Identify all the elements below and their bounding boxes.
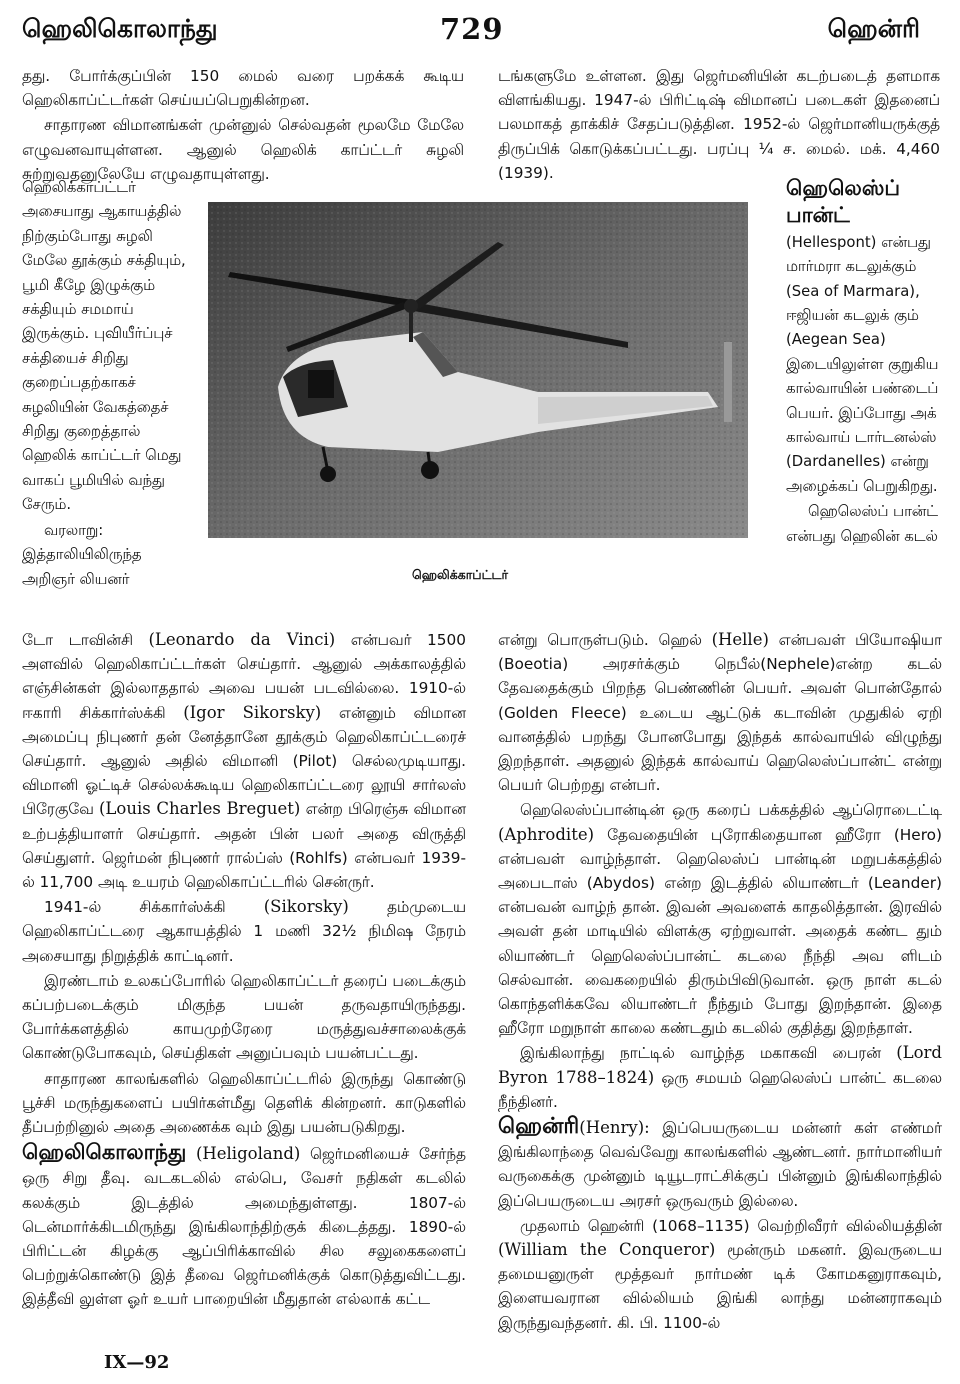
entry-henry: ஹென்ரி(Henry): இப்பெயருடைய மன்னர் கள் எண்மர் இங்கிலாந்தை வெவ்வேறு காலங்களில் ஆண்டனர். நார்மானியர் வருகைக்கு முன்னும் டியூடராட்சிக்குப் பின்னும் இங்கிலாந்தில் இப்பெயருடைய அரசர் ஒருவரும் இல்லை. (498, 1114, 942, 1210)
paragraph: ஹெலெஸ்ப்பான்டின் ஒரு கரைப் பக்கத்தில் ஆப்ரொடைட்டி (Aphrodite) தேவதையின் புரோகிதையான ஹீரோ (Hero) என்பவள் வாழ்ந்தாள். ஹெலெஸ்ப் பான்டின் மறுபக்கத்தில் அபைடாஸ் (Abydos) என்ற இடத்தில் லியாண்டர் (Leander) என்பவன் வாழ்ந் தான். இவன் அவளைக் காதலித்தான். இரவில் அவள் தன் மாடியில் விளக்கு ஏற்றுவாள். அதைக் கண்ட தும் லியாண்டர் ஹெலெஸ்ப்பான்ட் கடலை நீந்தி அவ ளிடம் செல்வான். வைகறையில் திரும்பிவிடுவான். ஒரு நாள் கடல் கொந்தளிக்கவே லியாண்டர் நீந்தும் போது இறந்தான். இதை ஹீரோ மறுநாள் காலை கண்டதும் கடலில் குதித்து இறந்தாள். (498, 801, 942, 1038)
figure-caption: ஹெலிக்காப்ட்டர் (412, 567, 509, 582)
signature-mark: IX—92 (104, 1352, 170, 1373)
headword: ஹென்ரி (498, 1114, 580, 1140)
paragraph: தது. போர்க்குப்பின் 150 மைல் வரை பறக்கக் கூடிய ஹெலிகாப்ட்டர்கள் செய்யப்பெறுகின்றன. (22, 67, 464, 110)
paragraph: முதலாம் ஹென்ரி (1068–1135) வெற்றிவீரர் வில்லியத்தின் (William the Conqueror) மூன்ரும் மகனர். இவருடைய தமையனுருள் மூத்தவர் நார்மண் டிக் கோமகனுராகவும், இளையவரான வில்லியம் இங்கி லாந்து மன்னராகவும் இருந்துவந்தனர். கி. பி. 1100-ல் (498, 1216, 942, 1332)
right-column-bottom (498, 628, 942, 1335)
left-column-top (22, 64, 464, 186)
paragraph: 1941-ல் சிக்கார்ஸ்க்கி (Sikorsky) தம்முடைய ஹெலிகாப்ட்டரை ஆகாயத்தில் 1 மணி 32½ நிமிஷ நேரம் அசையாது நிறுத்திக் காட்டினர். (22, 897, 466, 965)
history-paragraph-start: வரலாறு: இத்தாலியிலிருந்த அறிஞர் லியனர் (22, 521, 142, 588)
running-head-right: ஹென்ரி (827, 14, 920, 43)
paragraph: டோ டாவின்சி (Leonardo da Vinci) என்பவர் 1500 அளவில் ஹெலிகாப்ட்டர்கள் செய்தார். ஆனுல் அக்காலத்தில் எஞ்சின்கள் இல்லாததால் அவை பயன் படவில்லை. 1910-ல் ஈகாரி சிக்கார்ஸ்க்கி (Igor Sikorsky) என்னும் விமான அமைப்பு நிபுணர் தன் னேத்தானே தூக்கும் ஹெலிகாப்ட்டரைச் செய்தார். ஆனுல் அதில் விமானி (Pilot) செல்லமுடியாது. விமானி ஓட்டிச் செல்லக்கூடிய ஹெலிகாப்ட்டரை லூயி சார்லஸ் பிரேகுவே (Louis Charles Breguet) என்ற பிரெஞ்சு விமான உற்பத்தியாளர் செய்தார். அதன் பின் பலர் அதை விருத்தி செய்துளர். ஜெர்மன் நிபுணர் ரால்ப்ஸ் (Rohlfs) என்பவர் 1939-ல் 11,700 அடி உயரம் ஹெலிகாப்ட்டரில் சென்ருர். (22, 630, 466, 892)
paragraph: இங்கிலாந்து நாட்டில் வாழ்ந்த மகாகவி பைரன் (Lord Byron 1788–1824) ஒரு சமயம் ஹெலெஸ்ப் பான்ட் கடலை நீந்தினர். (498, 1043, 942, 1111)
paragraph: என்று பொருள்படும். ஹெல் (Helle) என்பவள் பியோஷியா (Boeotia) அரசர்க்கும் நெபீல்(Nephele)என்ற கடல் தேவதைக்கும் பிறந்த பெண்ணின் பெயர். அவள் பொன்தோல் (Golden Fleece) உடைய ஆட்டுக் கடாவின் முதுகில் ஏறி வானத்தில் பறந்து போனபோது இந்தக் கால்வாயில் விழுந்து இறந்தாள். அதனுல் இந்தக் கால்வாய் ஹெலெஸ்ப்பான்ட் என்று பெயர் பெற்றது என்பர். (498, 630, 942, 795)
paragraph: சாதாரண காலங்களில் ஹெலிகாப்ட்டரில் இருந்து கொண்டு பூச்சி மருந்துகளைப் பயிர்கள்மீது தெளிக் கின்றனர். காடுகளில் தீப்பற்றினுல் அதை அணைக்க வும் இது பயன்படுகிறது. (22, 1069, 466, 1137)
paragraph: இரண்டாம் உலகப்போரில் ஹெலிகாப்ட்டர் தரைப் படைக்கும் கப்பற்படைக்கும் மிகுந்த பயன் தருவதாயிருந்தது. போர்க்களத்தில் காயமுற்ரேரை மருத்துவச்சாலைக்குக் கொண்டுபோகவும், செய்திகள் அனுப்பவும் பயன்பட்டது. (22, 971, 466, 1063)
page-number: 729 (440, 12, 504, 46)
paragraph: சாதாரண விமானங்கள் முன்னுல் செல்வதன் மூலமே மேலே எழுவனவாயுள்ளன. ஆனுல் ஹெலிக் காப்ட்டர் சுழலி சுற்றுவதனுலேயே எழுவதாயுள்ளது. (22, 116, 464, 183)
left-column-narrow (22, 176, 198, 592)
right-column-top (498, 64, 940, 185)
paragraph: ஹெலிக்காப்ட்டர் அசையாது ஆகாயத்தில் நிற்கும்போது சுழலி மேலே தூக்கும் சக்தியும், பூமி கீழே இழுக்கும் சக்தியும் சமமாய் இருக்கும். புவியீர்ப்புச் சக்தியைச் சிறிது குறைப்பதற்காகச் சுழலியின் வேகத்தைச் சிறிது குறைத்தால் ஹெலிக் காப்ட்டர் மெது வாகப் பூமியில் வந்து சேரும். (22, 179, 186, 514)
headword: ஹெலெஸ்ப் பான்ட் (786, 176, 901, 228)
paragraph: டங்களுமே உள்ளன. இது ஜெர்மனியின் கடற்படைத் தளமாக விளங்கியது. 1947-ல் பிரிட்டிஷ் விமானப் படைகள் இதனைப் பலமாகத் தாக்கிச் சேதப்படுத்தின. 1952-ல் ஜெர்மானியருக்குத் திருப்பிக் கொடுக்கப்பட்டது. பரப்பு ¼ ச. மைல். மக். 4,460 (1939). (498, 67, 940, 182)
running-head-left: ஹெலிகொலாந்து (22, 14, 218, 43)
headword: ஹெலிகொலாந்து (22, 1140, 187, 1165)
entry-hellespont: ஹெலெஸ்ப் பான்ட் (Hellespont) என்பது மார்மரா கடலுக்கும் (Sea of Marmara), ஈஜியன் கடலுக் கும் (Aegean Sea) இடையிலுள்ள குறுகிய கால்வாயின் பண்டைப் பெயர். இப்போது அக் கால்வாய் டார்டனல்ஸ் (Dardanelles) என்று அழைக்கப் பெறுகிறது. (786, 176, 939, 495)
right-column-narrow (786, 176, 944, 549)
left-column-bottom (22, 628, 466, 1312)
paragraph: ஹெலெஸ்ப் பான்ட் என்பது ஹெலின் கடல் (786, 503, 938, 545)
helicopter-photo (208, 202, 748, 538)
entry-heligoland: ஹெலிகொலாந்து (Heligoland) ஜெர்மனியைச் சேர்ந்த ஒரு சிறு தீவு. வடகடலில் எல்பெ, வேசர் நதிகள் கடலில் கலக்கும் இடத்தில் அமைந்துள்ளது. 1807-ல் டென்மார்க்கிடமிருந்து இங்கிலாந்திற்குக் கிடைத்தது. 1890-ல் பிரிட்டன் கிழக்கு ஆப்பிரிக்காவில் சில சலுகைகளைப் பெற்றுக்கொண்டு இத் தீவை ஜெர்மனிக்குக் கொடுத்துவிட்டது. இத்தீவி லுள்ள ஓர் உயர் பாறையின் மீதுதான் எல்லாக் கட்ட (22, 1140, 466, 1309)
